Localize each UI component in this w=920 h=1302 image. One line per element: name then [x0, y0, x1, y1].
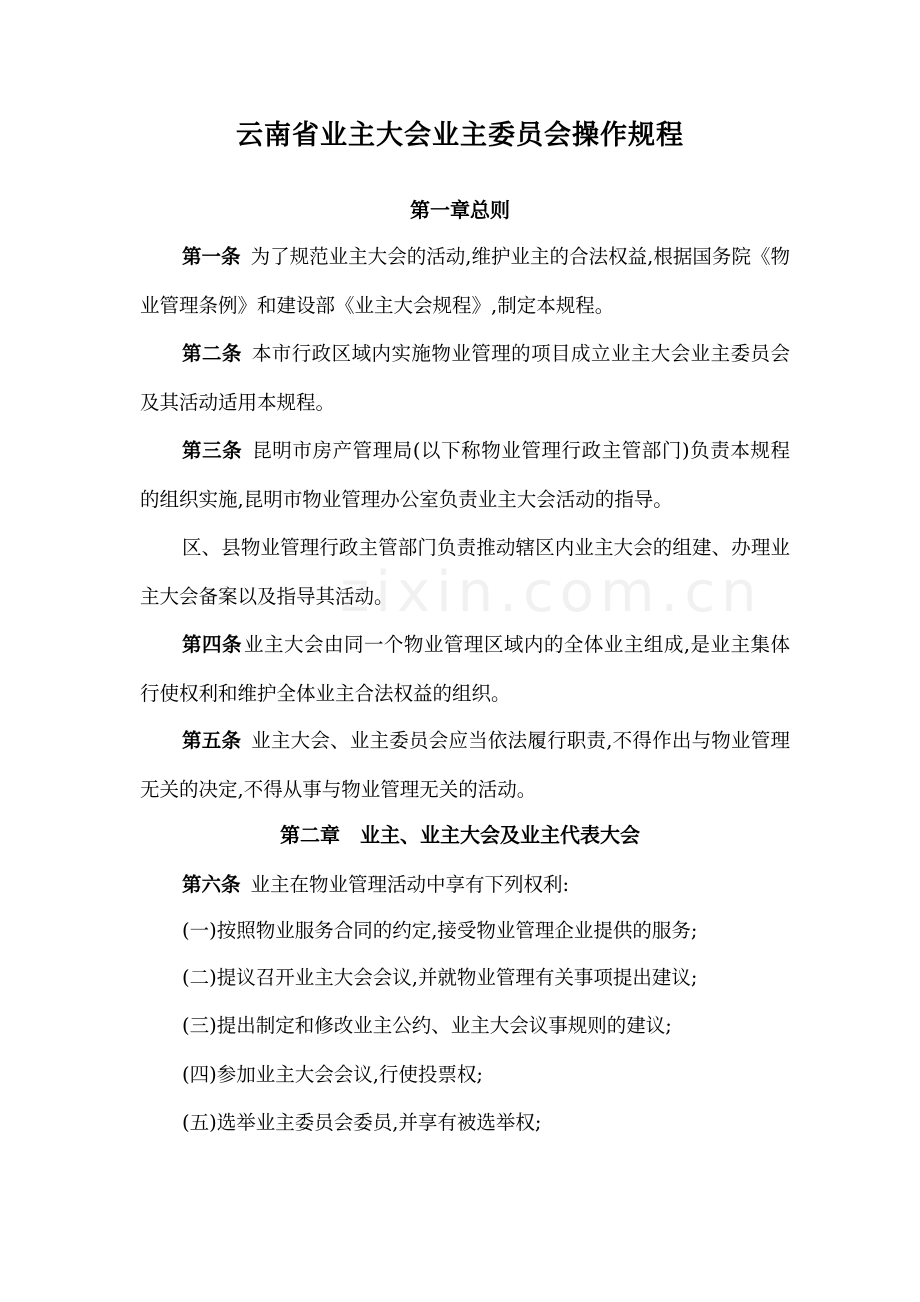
watermark: zixin.com.cn — [340, 560, 763, 625]
article-text: 业主大会由同一个物业管理区域内的全体业主组成,是业主集体行使权利和维护全体业主合法权益的组织。 — [140, 633, 790, 705]
article-text: 区、县物业管理行政主管部门负责推动辖区内业主大会的组建、办理业主大会备案以及指导其活动。 — [140, 536, 790, 608]
article-label: 第四条 — [182, 633, 242, 656]
article-label: 第五条 — [182, 729, 242, 752]
article-5 — [140, 716, 790, 814]
right-item-3: (三)提出制定和修改业主公约、业主大会议事规则的建议; — [182, 1014, 672, 1037]
article-2 — [140, 329, 790, 427]
chapter-heading-1: 第一章总则 — [410, 198, 510, 222]
article-1 — [140, 232, 790, 330]
right-item-4: (四)参加业主大会会议,行使投票权; — [182, 1063, 483, 1086]
article-label: 第一条 — [182, 245, 241, 268]
article-6 — [140, 860, 790, 909]
article-4 — [140, 620, 790, 718]
article-text: 业主大会、业主委员会应当依法履行职责,不得作出与物业管理无关的决定,不得从事与物业管理无关的活动。 — [140, 729, 790, 801]
article-text: 为了规范业主大会的活动,维护业主的合法权益,根据国务院《物业管理条例》和建设部《业主大会规程》,制定本规程。 — [140, 245, 790, 317]
article-text: 业主在物业管理活动中享有下列权利: — [250, 873, 570, 896]
article-label: 第三条 — [182, 439, 243, 462]
article-label: 第六条 — [182, 873, 241, 896]
article-text: 昆明市房产管理局(以下称物业管理行政主管部门)负责本规程的组织实施,昆明市物业管理办公室负责业主大会活动的指导。 — [140, 439, 790, 511]
document-title: 云南省业主大会业主委员会操作规程 — [236, 120, 684, 151]
article-text: 本市行政区域内实施物业管理的项目成立业主大会业主委员会及其活动适用本规程。 — [140, 342, 790, 414]
chapter-heading-2: 第二章 业主、业主大会及业主代表大会 — [280, 823, 640, 847]
article-3-paragraph-2 — [140, 523, 790, 621]
right-item-5: (五)选举业主委员会委员,并享有被选举权; — [182, 1111, 542, 1134]
right-item-2: (二)提议召开业主大会会议,并就物业管理有关事项提出建议; — [182, 966, 698, 989]
right-item-1: (一)按照物业服务合同的约定,接受物业管理企业提供的服务; — [182, 919, 698, 942]
article-label: 第二条 — [182, 342, 242, 365]
article-3 — [140, 426, 790, 524]
